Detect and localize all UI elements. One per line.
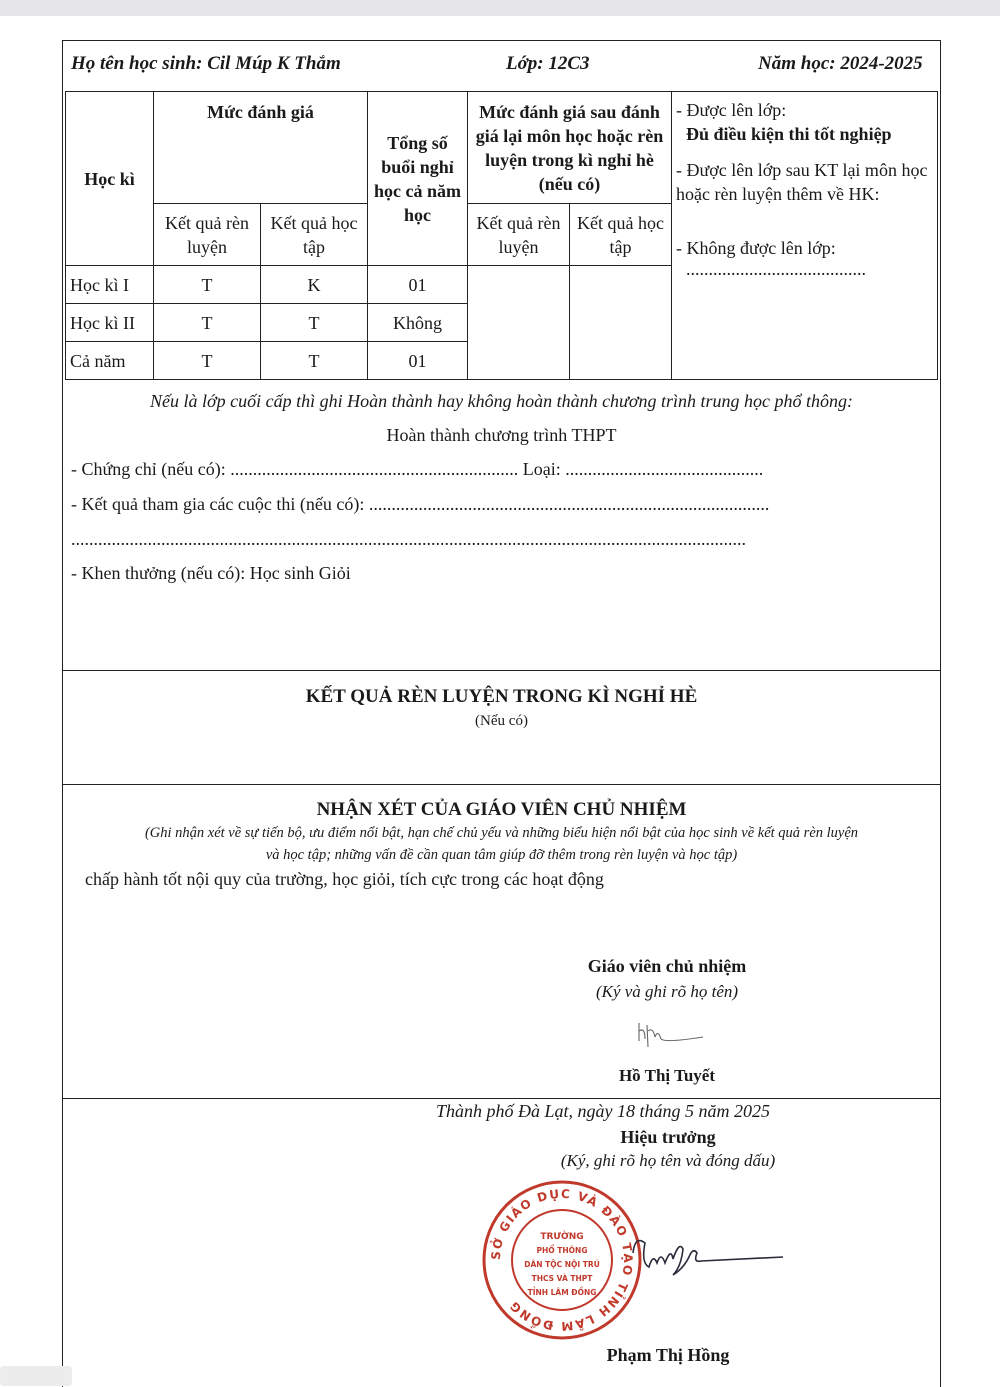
divider <box>63 670 940 671</box>
seal-line-5: TỈNH LÂM ĐỒNG <box>527 1288 597 1297</box>
study-cell: T <box>261 304 368 342</box>
seal-line-4: THCS VÀ THPT <box>531 1274 593 1283</box>
promotion-label: - Được lên lớp: <box>676 100 787 120</box>
dots-line: ...................................................................................................................................................... <box>71 529 746 549</box>
student-name: Họ tên học sinh: Cil Múp K Thắm <box>71 53 341 74</box>
comment-guide-1: (Ghi nhận xét về sự tiến bộ, ưu điểm nổi bật, hạn chế chủ yếu và những biểu hiện nổi bật của học sinh về kết quả rèn luyện <box>144 825 859 841</box>
summer-subtitle: (Nếu có) <box>475 713 528 729</box>
not-promoted-label: - Không được lên lớp: <box>676 238 836 258</box>
term-cell: Học kì I <box>66 266 154 304</box>
seal-line-2: PHỔ THÔNG <box>536 1246 588 1255</box>
completion-value: Hoàn thành chương trình THPT <box>386 425 617 445</box>
seal-line-3: DÂN TỘC NỘI TRÚ <box>524 1260 600 1269</box>
re-training-header: Kết quả rèn luyện <box>468 204 570 266</box>
class-name: Lớp: 12C3 <box>506 53 590 74</box>
reassessment-header: Mức đánh giá sau đánh giá lại môn học hoặc rèn luyện trong kì nghỉ hè (nếu có) <box>468 92 672 204</box>
teacher-signature <box>631 1017 711 1057</box>
promotion-after-retest: - Được lên lớp sau KT lại môn học hoặc rèn luyện thêm về HK: <box>676 160 928 204</box>
not-promoted-dots: ........................................ <box>686 259 867 279</box>
absences-cell: Không <box>368 304 468 342</box>
place-date: Thành phố Đà Lạt, ngày 18 tháng 5 năm 2025 <box>435 1101 770 1121</box>
completion-note: Nếu là lớp cuối cấp thì ghi Hoàn thành hay không hoàn thành chương trình trung học phổ thông: <box>150 391 853 411</box>
absences-header: Tổng số buổi nghỉ học cả năm học <box>368 92 468 266</box>
training-header: Kết quả rèn luyện <box>154 204 261 266</box>
training-cell: T <box>154 304 261 342</box>
grades-table <box>65 91 938 380</box>
term-cell: Học kì II <box>66 304 154 342</box>
promotion-value: Đủ điều kiện thi tốt nghiệp <box>686 124 892 144</box>
principal-name: Phạm Thị Hồng <box>606 1345 730 1365</box>
assessment-header: Mức đánh giá <box>154 92 368 204</box>
teacher-sign-note: (Ký và ghi rõ họ tên) <box>595 982 739 1001</box>
study-cell: T <box>261 342 368 380</box>
certificate-field: - Chứng chỉ (nếu có): ................................................................ Loại: ............................................ <box>71 459 764 479</box>
study-cell: K <box>261 266 368 304</box>
principal-role: Hiệu trưởng <box>620 1127 716 1147</box>
principal-sign-note: (Ký, ghi rõ họ tên và đóng dấu) <box>560 1151 776 1170</box>
study-header: Kết quả học tập <box>261 204 368 266</box>
re-study-cell <box>570 266 672 380</box>
term-header: Học kì <box>66 92 154 266</box>
absences-cell: 01 <box>368 342 468 380</box>
principal-signature <box>623 1223 793 1283</box>
comment-title: NHẬN XÉT CỦA GIÁO VIÊN CHỦ NHIỆM <box>316 799 687 820</box>
viewer-top-bar <box>0 0 1000 16</box>
teacher-role: Giáo viên chủ nhiệm <box>587 956 747 976</box>
re-study-header: Kết quả học tập <box>570 204 672 266</box>
school-year: Năm học: 2024-2025 <box>758 53 923 74</box>
comment-guide-2: và học tập; những vấn đề cần quan tâm giúp đỡ thêm trong rèn luyện và học tập) <box>265 847 738 863</box>
page-tab <box>0 1366 72 1386</box>
teacher-comment: chấp hành tốt nội quy của trường, học giỏi, tích cực trong các hoạt động <box>85 869 604 889</box>
divider <box>63 1098 940 1099</box>
award-field: - Khen thưởng (nếu có): Học sinh Giỏi <box>71 563 351 583</box>
competition-field: - Kết quả tham gia các cuộc thi (nếu có): ......................................................................................... <box>71 494 770 514</box>
absences-cell: 01 <box>368 266 468 304</box>
promotion-cell <box>672 92 938 380</box>
seal-ring-text: SỞ GIÁO DỤC VÀ ĐÀO TẠO TỈNH LÂM ĐỒNG <box>488 1186 636 1334</box>
report-sheet <box>62 40 941 1387</box>
divider <box>63 784 940 785</box>
re-training-cell <box>468 266 570 380</box>
summer-title: KẾT QUẢ RÈN LUYỆN TRONG KÌ NGHỈ HÈ <box>305 686 698 707</box>
school-seal <box>481 1179 643 1341</box>
training-cell: T <box>154 342 261 380</box>
teacher-name: Hồ Thị Tuyết <box>618 1066 716 1085</box>
term-cell: Cả năm <box>66 342 154 380</box>
training-cell: T <box>154 266 261 304</box>
seal-line-1: TRƯỜNG <box>540 1232 584 1242</box>
